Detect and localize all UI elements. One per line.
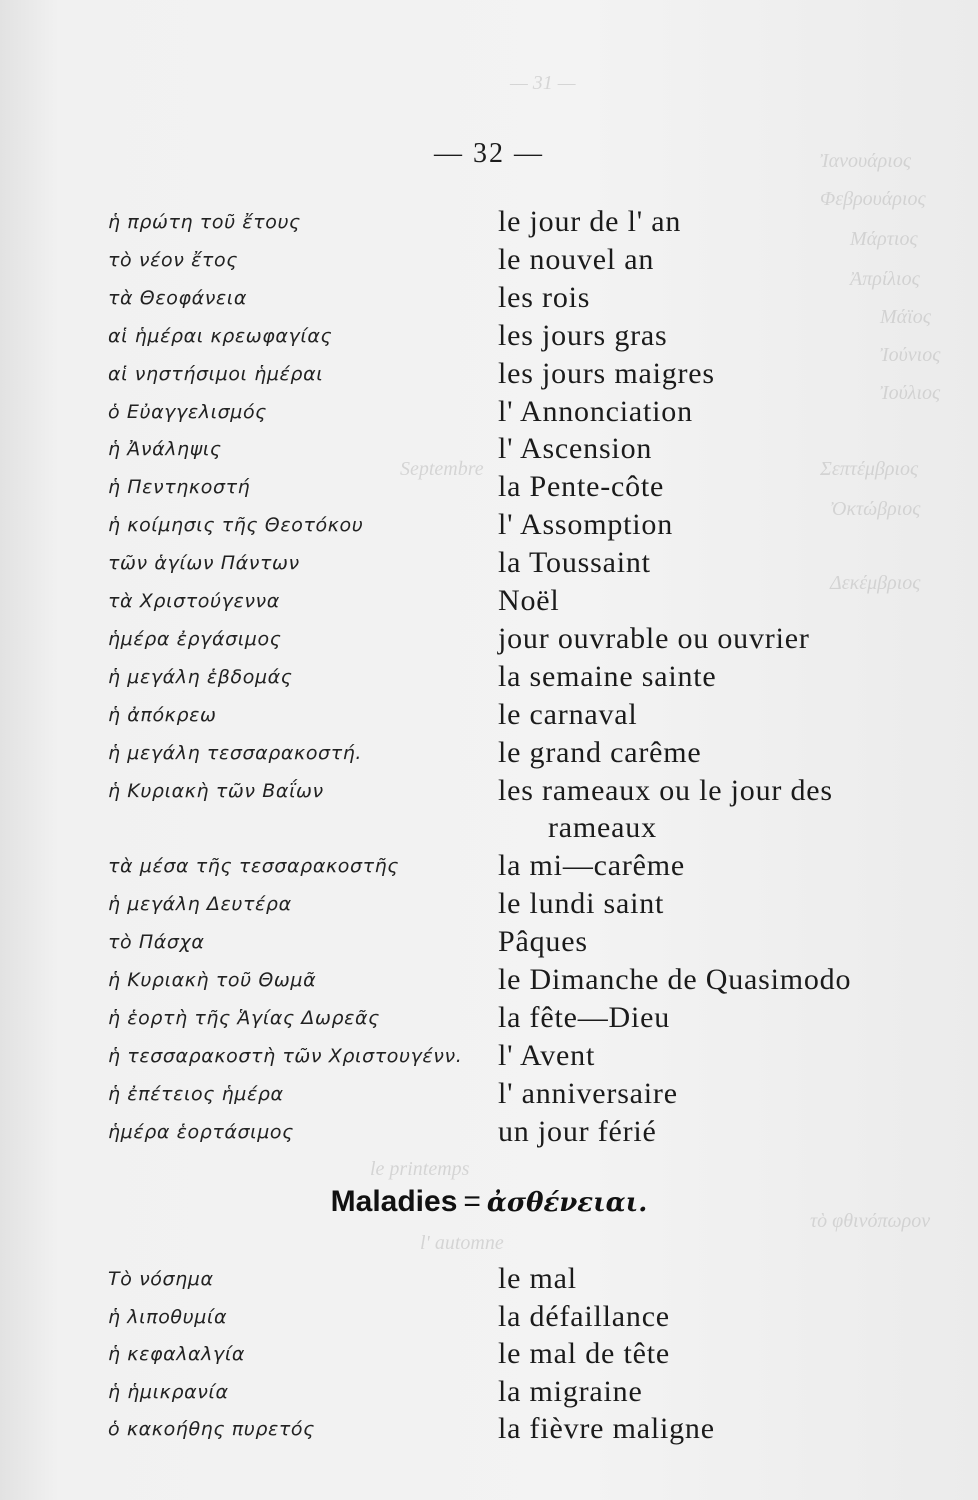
vocab-row [0, 698, 978, 736]
french-term: la semaine sainte [498, 659, 717, 693]
french-term: le grand carême [498, 735, 702, 769]
greek-term: ἡ ἐπέτειος ἡμέρα [108, 1082, 284, 1105]
vocab-row [0, 622, 978, 660]
french-term: un jour férié [498, 1114, 657, 1148]
page-number: — 32 — [434, 138, 544, 169]
greek-term: τῶν ἁγίων Πάντων [108, 552, 300, 575]
french-term: le Dimanche de Quasimodo [498, 963, 852, 996]
bleed-through-text: Σεπτέμβριος [820, 458, 919, 480]
vocab-row [0, 925, 978, 963]
french-term: le mal [498, 1262, 577, 1295]
vocab-row [0, 584, 978, 622]
french-term: la mi—carême [498, 849, 686, 883]
french-term: la migraine [498, 1374, 643, 1408]
greek-term: ἡμέρα ἑορτάσιμος [108, 1120, 294, 1143]
french-term: Noël [498, 584, 560, 617]
french-term: le carnaval [498, 697, 638, 731]
vocab-row [0, 887, 978, 925]
french-term: les jours maigres [498, 356, 715, 390]
bleed-through-text: Ἰούνιος [880, 344, 941, 366]
vocab-row [0, 357, 978, 395]
bleed-through-text: Ἰανουάριος [820, 150, 911, 172]
french-term: la fièvre maligne [498, 1412, 715, 1445]
greek-term: τὸ νέον ἔτος [108, 248, 238, 271]
vocab-row [0, 395, 978, 433]
bleed-through-text: Ἰούλιος [880, 382, 941, 404]
bleed-through-text: le printemps [370, 1158, 470, 1180]
vocab-row [0, 774, 978, 812]
section-heading [0, 1185, 978, 1219]
bleed-through-text: Μάϊος [880, 306, 931, 328]
greek-term: τὰ μέσα τῆς τεσσαρακοστῆς [108, 855, 400, 878]
french-term: Pâques [498, 925, 588, 959]
vocab-row [0, 1115, 978, 1153]
bleed-through-text: Ὀκτώβριος [830, 498, 921, 520]
greek-term: ἡ Κυριακὴ τοῦ Θωμᾶ [108, 969, 317, 991]
vocab-row [0, 1300, 978, 1338]
vocab-row [0, 243, 978, 281]
vocab-row [0, 1412, 978, 1450]
bleed-through-text: Ἀπρίλιος [850, 268, 920, 290]
vocab-row [0, 1039, 978, 1077]
greek-term: ἡ λιποθυμία [108, 1305, 228, 1328]
french-term: la défaillance [498, 1299, 670, 1333]
french-term: l' Assomption [498, 508, 674, 542]
greek-term: ἡ κεφαλαλγία [108, 1343, 246, 1365]
greek-term: ἡ Πεντηκοστή [108, 476, 251, 499]
greek-term: ἡ ἑορτὴ τῆς Ἁγίας Δωρεᾶς [108, 1006, 380, 1029]
bleed-through-text: Δεκέμβριος [830, 572, 921, 594]
vocab-row [0, 963, 978, 1001]
vocab-row [0, 811, 978, 849]
bleed-through-text: — 31 — [510, 72, 576, 94]
vocab-row [0, 849, 978, 887]
greek-term: ἡ ἀπόκρεω [108, 703, 217, 726]
vocab-row [0, 1077, 978, 1115]
section-heading-separator: = [463, 1185, 481, 1218]
french-term: l' Ascension [498, 432, 653, 466]
greek-term: ἡ ἡμικρανία [108, 1380, 229, 1403]
greek-term: ἡ μεγάλη Δευτέρα [108, 893, 292, 916]
french-term: les rameaux ou le jour des [498, 773, 833, 807]
french-term: l' Annonciation [498, 394, 693, 428]
vocab-row [0, 432, 978, 470]
vocab-row [0, 660, 978, 698]
vocab-row [0, 1001, 978, 1039]
french-term: les rois [498, 280, 591, 314]
greek-term: ἡ μεγάλη ἑβδομάς [108, 665, 293, 688]
greek-term: ἡ τεσσαρακοστὴ τῶν Χριστουγένν. [108, 1044, 463, 1067]
vocab-row [0, 546, 978, 584]
greek-term: τὰ Χριστούγεννα [108, 590, 280, 612]
bleed-through-text: l' automne [420, 1232, 504, 1254]
greek-term: ἡ κοίμησις τῆς Θεοτόκου [108, 514, 364, 537]
bleed-through-text: Septembre [400, 458, 484, 480]
french-term: l' Avent [498, 1038, 596, 1072]
french-term: le lundi saint [498, 887, 665, 921]
french-term: la fête—Dieu [498, 1000, 671, 1034]
french-term: l' anniversaire [498, 1076, 678, 1110]
greek-term: ὁ κακοήθης πυρετός [108, 1418, 315, 1440]
french-term: le mal de tête [498, 1337, 670, 1370]
section-heading-greek: ἀσθένειαι. [486, 1188, 648, 1218]
french-term: jour ouvrable ou ouvrier [498, 621, 810, 655]
french-term: la Toussaint [498, 546, 651, 580]
french-term: le nouvel an [498, 242, 655, 276]
greek-term: ἡ μεγάλη τεσσαρακοστή. [108, 741, 363, 764]
vocab-row [0, 1337, 978, 1375]
greek-term: ἡ Ἀνάληψις [108, 438, 222, 461]
greek-term: Τὸ νόσημα [108, 1268, 214, 1290]
vocab-row [0, 205, 978, 243]
bleed-through-text: Μάρτιος [850, 228, 918, 250]
vocab-row [0, 1262, 978, 1300]
french-term: rameaux [548, 811, 657, 845]
greek-term: αἱ ἡμέραι κρεωφαγίας [108, 324, 333, 347]
french-term: la Pente-côte [498, 470, 665, 504]
vocab-row [0, 470, 978, 508]
vocab-row [0, 319, 978, 357]
greek-term: αἱ νηστήσιμοι ἡμέραι [108, 362, 324, 385]
vocab-row [0, 1375, 978, 1413]
greek-term: ἡ Κυριακὴ τῶν Βαΐων [108, 779, 324, 802]
section-heading-french: Maladies [330, 1185, 458, 1218]
french-term: le jour de l' an [498, 205, 682, 238]
greek-term: ἡ πρώτη τοῦ ἔτους [108, 211, 301, 233]
french-term: les jours gras [498, 318, 668, 352]
greek-term: ἡμέρα ἐργάσιμος [108, 627, 282, 650]
vocab-row [0, 508, 978, 546]
greek-term: ὁ Εὐαγγελισμός [108, 400, 267, 423]
vocab-row [0, 281, 978, 319]
greek-term: τὸ Πάσχα [108, 931, 205, 954]
greek-term: τὰ Θεοφάνεια [108, 286, 247, 309]
bleed-through-text: τὸ φθινόπωρον [810, 1210, 931, 1232]
bleed-through-text: Φεβρουάριος [820, 188, 926, 210]
vocab-row [0, 736, 978, 774]
